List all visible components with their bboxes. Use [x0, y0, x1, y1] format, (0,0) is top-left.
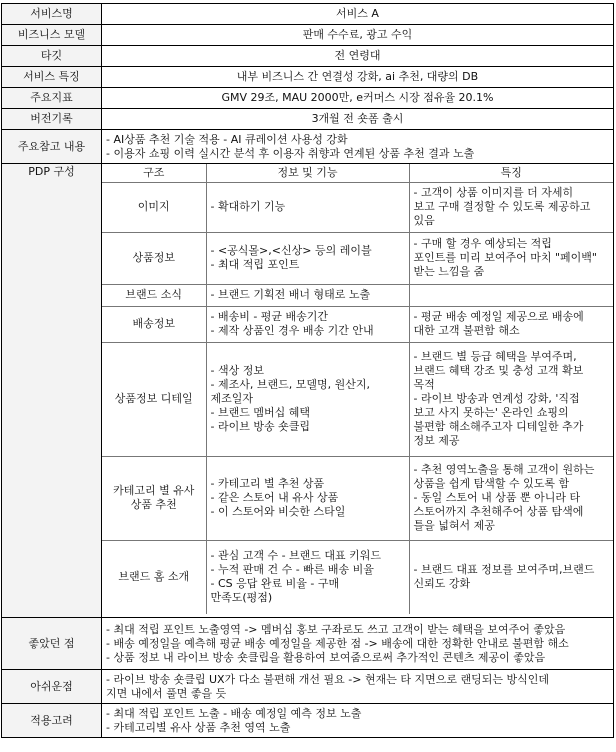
pdp-info: - 브랜드 기획전 배너 형태로 노출	[206, 284, 409, 306]
value-kpi: GMV 29조, MAU 2000만, e커머스 시장 점유율 20.1%	[102, 88, 614, 109]
row-target	[2, 46, 614, 67]
label-service-name: 서비스명	[2, 4, 102, 25]
value-service-name: 서비스 A	[102, 4, 614, 25]
pdp-header-structure: 구조	[102, 164, 206, 182]
pdp-structure-name: 브랜드 소식	[102, 284, 206, 306]
label-version: 버전기록	[2, 109, 102, 130]
pdp-header-row	[102, 164, 613, 182]
pdp-row-brand-news	[102, 284, 613, 306]
regret-line: 지면 내에서 풀면 좋을 듯	[106, 686, 227, 700]
value-business-model: 판매 수수료, 광고 수익	[102, 25, 614, 46]
pdp-info: - 확대하기 기능	[206, 182, 409, 232]
pdp-structure-name: 브랜드 홈 소개	[102, 540, 206, 614]
row-business-model	[2, 25, 614, 46]
pdp-structure-name: 카테고리 별 유사 상품 추천	[102, 456, 206, 540]
pdp-structure-name: 배송정보	[102, 306, 206, 342]
pdp-row-similar-products	[102, 456, 613, 540]
pdp-feature	[409, 284, 613, 306]
pdp-feature: - 추천 영역노출을 통해 고객이 원하는 상품을 쉽게 탐색할 수 있도록 함 - 동일 스토어 내 상품 뿐 아니라 타 스토어까지 추천해주어 상품 탐색에 틀을 넓혀서 제공	[409, 456, 613, 540]
pdp-info: - 카테고리 별 추천 상품 - 같은 스토어 내 유사 상품 - 이 스토어와 비슷한 스타일	[206, 456, 409, 540]
pdp-row-product-detail	[102, 342, 613, 456]
label-good-points: 좋았던 점	[2, 618, 102, 670]
row-apply	[2, 704, 614, 738]
label-business-model: 비즈니스 모델	[2, 25, 102, 46]
service-analysis-table	[1, 3, 614, 738]
apply-line: - 최대 적립 포인트 노출 - 배송 예정일 예측 정보 노출	[106, 706, 362, 720]
value-regrets	[102, 670, 614, 704]
label-pdp: PDP 구성	[2, 164, 102, 618]
pdp-header-info: 정보 및 기능	[206, 164, 409, 182]
pdp-feature: - 평균 배송 예정일 제공으로 배송에 대한 고객 불편함 해소	[409, 306, 613, 342]
pdp-structure-cell	[102, 164, 614, 618]
label-target: 타깃	[2, 46, 102, 67]
pdp-feature: - 고객이 상품 이미지를 더 자세히 보고 구매 결정할 수 있도록 제공하고 있음	[409, 182, 613, 232]
value-apply	[102, 704, 614, 738]
row-kpi	[2, 88, 614, 109]
value-version: 3개월 전 숏폼 출시	[102, 109, 614, 130]
pdp-row-shipping	[102, 306, 613, 342]
row-regrets	[2, 670, 614, 704]
pdp-info: - 배송비 - 평균 배송기간 - 제작 상품인 경우 배송 기간 안내	[206, 306, 409, 342]
label-apply: 적용고려	[2, 704, 102, 738]
regret-line: - 라이브 방송 숏클립 UX가 다소 불편해 개선 필요 -> 현재는 타 지면으로 랜딩되는 방식인데	[106, 672, 549, 686]
row-pdp	[2, 164, 614, 618]
notes-line: - AI상품 추천 기술 적용 - AI 큐레이션 사용성 강화	[106, 132, 348, 146]
pdp-feature: - 브랜드 별 등급 혜택을 부여주며, 브랜드 혜택 강조 및 충성 고객 확보 목적 - 라이브 방송과 연계성 강화, '직접 보고 사지 못하는' 온라인 쇼핑의 불편함 해소해주고자 디테일한 추가 정보 제공	[409, 342, 613, 456]
row-notes	[2, 130, 614, 164]
notes-line: - 이용자 쇼핑 이력 실시간 분석 후 이용자 취향과 연계된 상품 추천 결과 노출	[106, 146, 475, 160]
row-good-points	[2, 618, 614, 670]
pdp-structure-name: 상품정보 디테일	[102, 342, 206, 456]
value-notes	[102, 130, 614, 164]
row-version	[2, 109, 614, 130]
pdp-info: - 관심 고객 수 - 브랜드 대표 키워드 - 누적 판매 건 수 - 빠른 배송 비율 - CS 응답 완료 비율 - 구매 만족도(평점)	[206, 540, 409, 614]
pdp-structure-name: 이미지	[102, 182, 206, 232]
label-notes: 주요참고 내용	[2, 130, 102, 164]
row-service-name	[2, 4, 614, 25]
good-point-line: - 상품 정보 내 라이브 방송 숏클립을 활용하여 보여줌으로써 추가적인 콘텐츠 제공이 좋았음	[106, 650, 546, 664]
label-features: 서비스 특징	[2, 67, 102, 88]
value-target: 전 연령대	[102, 46, 614, 67]
apply-line: - 카테고리별 유사 상품 추천 영역 노출	[106, 720, 291, 734]
pdp-row-brand-home	[102, 540, 613, 614]
row-features	[2, 67, 614, 88]
pdp-structure-name: 상품정보	[102, 232, 206, 284]
good-point-line: - 배송 예정일을 예측해 평균 배송 예정일을 제공한 점 -> 배송에 대한 정확한 안내로 불편함 해소	[106, 636, 569, 650]
pdp-info: - 색상 정보 - 제조사, 브랜드, 모델명, 원산지, 제조일자 - 브랜드 멤버십 혜택 - 라이브 방송 숏클립	[206, 342, 409, 456]
good-point-line: - 최대 적립 포인트 노출영역 -> 멤버십 홍보 구좌로도 쓰고 고객이 받는 혜택을 보여주어 좋았음	[106, 622, 566, 636]
value-good-points	[102, 618, 614, 670]
label-regrets: 아쉬운점	[2, 670, 102, 704]
pdp-info: - <공식몰>,<신상> 등의 레이블 - 최대 적립 포인트	[206, 232, 409, 284]
pdp-header-feature: 특징	[409, 164, 613, 182]
pdp-row-product-info	[102, 232, 613, 284]
value-features: 내부 비즈니스 간 연결성 강화, ai 추천, 대량의 DB	[102, 67, 614, 88]
pdp-feature: - 구매 할 경우 예상되는 적립 포인트를 미리 보여주어 마치 "페이백" 받는 느낌을 줌	[409, 232, 613, 284]
pdp-row-image	[102, 182, 613, 232]
label-kpi: 주요지표	[2, 88, 102, 109]
pdp-structure-table	[102, 164, 613, 614]
pdp-feature: - 브랜드 대표 정보를 보여주며,브랜드 신뢰도 강화	[409, 540, 613, 614]
